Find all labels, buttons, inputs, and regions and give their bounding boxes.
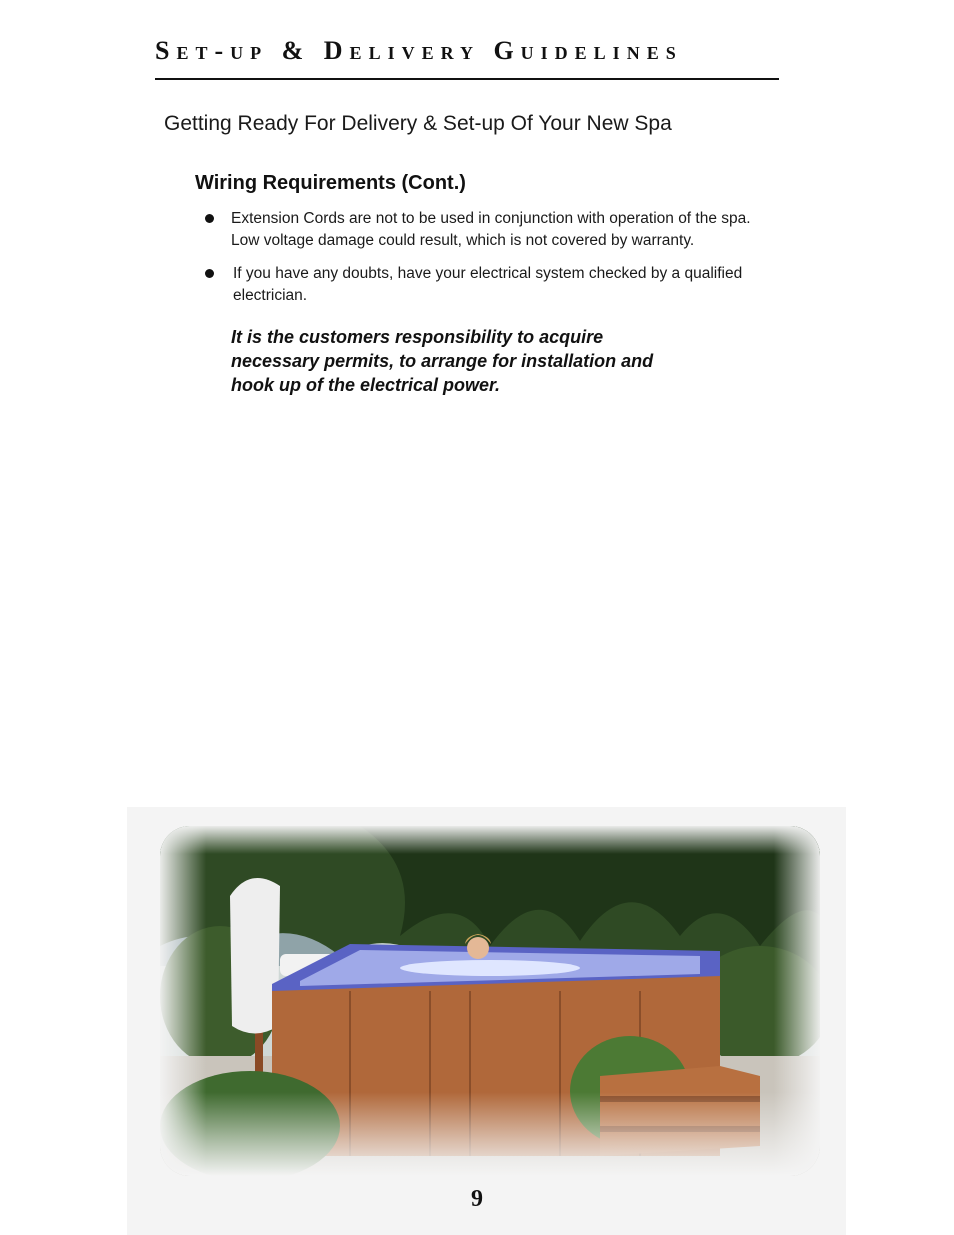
spa-illustration bbox=[160, 826, 820, 1176]
page-title: Set-up & Delivery Guidelines bbox=[155, 36, 683, 65]
responsibility-note: It is the customers responsibility to acquire necessary permits, to arrange for installation and hook up of the electrical power. bbox=[231, 327, 654, 395]
bullet-item bbox=[205, 208, 765, 254]
bullet-item bbox=[205, 263, 765, 309]
page-subtitle: Getting Ready For Delivery & Set-up Of Your New Spa bbox=[164, 112, 672, 135]
bullet-dot-icon bbox=[205, 214, 214, 223]
title-divider bbox=[155, 78, 779, 80]
bullet-text: If you have any doubts, have your electrical system checked by a qualified electrician. bbox=[233, 265, 743, 304]
page-number: 9 bbox=[471, 1186, 483, 1212]
spa-photo bbox=[160, 826, 820, 1176]
section-heading: Wiring Requirements (Cont.) bbox=[195, 172, 466, 194]
bullet-text: Extension Cords are not to be used in conjunction with operation of the spa. Low voltage damage could result, which is not covered by warranty. bbox=[231, 210, 751, 249]
bullet-dot-icon bbox=[205, 269, 214, 278]
